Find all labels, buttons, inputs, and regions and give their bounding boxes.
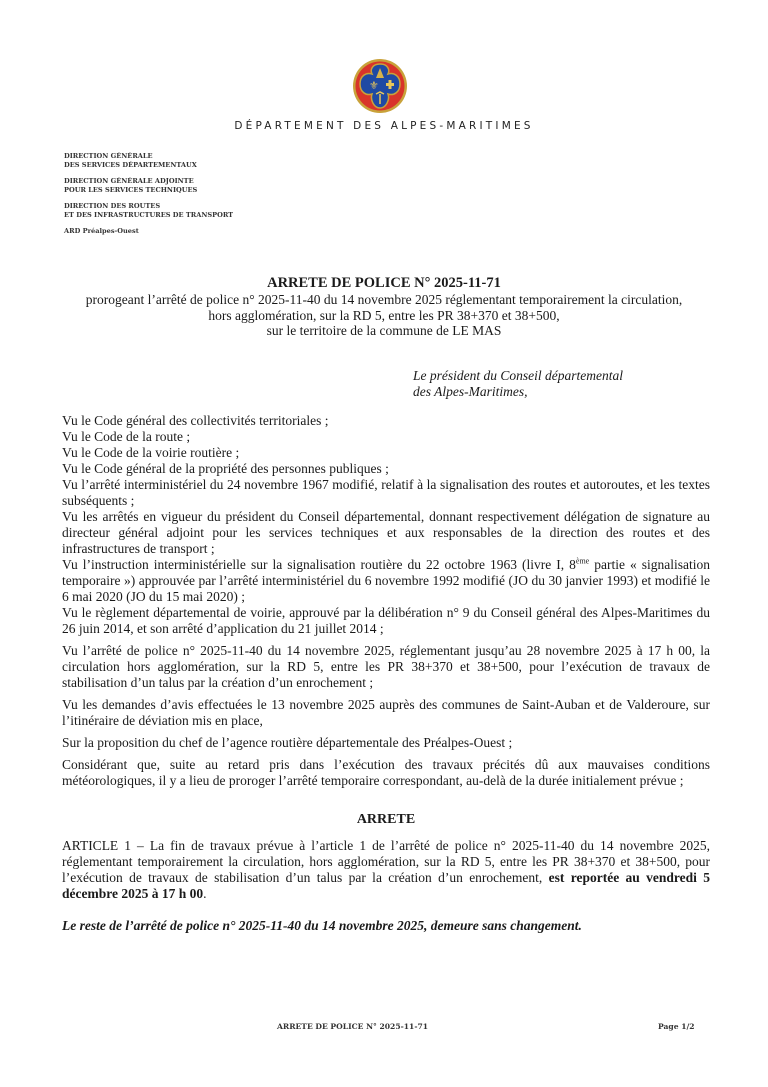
svg-text:⚜: ⚜	[369, 79, 379, 92]
direction-routes: DIRECTION DES ROUTES ET DES INFRASTRUCTURES DE TRANSPORT	[64, 202, 234, 219]
ard-service: ARD Préalpes-Ouest	[64, 227, 139, 235]
arrete-heading: ARRETE	[356, 812, 416, 827]
visa: Vu l’instruction interministérielle sur la signalisation routière du 22 octobre 1963 (livre I, 8ème partie « signalisation temporaire ») approuvée par l’arrêté interministériel du 6 novembre 1992 modifié (JO du 30 janvier 1993) et modifié le 6 mai 2020 (JO du 15 mai 2020) ;	[62, 556, 710, 604]
department-name: DÉPARTEMENT DES ALPES-MARITIMES	[234, 120, 534, 132]
visa: Vu le règlement départemental de voirie, approuvé par la délibération n° 9 du Conseil général des Alpes-Maritimes du 26 juin 2014, et son arrêté d’application du 21 juillet 2014 ;	[62, 605, 710, 636]
direction-general-adjointe: DIRECTION GÉNÉRALE ADJOINTE POUR LES SERVICES TECHNIQUES	[64, 177, 198, 194]
title-block	[40, 275, 728, 339]
subtitle-line: sur le territoire de la commune de LE MAS	[266, 323, 502, 338]
proposal: Sur la proposition du chef de l’agence routière départementale des Préalpes-Ouest ;	[62, 735, 513, 750]
visa: Vu le Code de la route ;	[62, 429, 191, 444]
page-number: Page 1/2	[658, 1022, 695, 1031]
document-title: ARRETE DE POLICE N° 2025-11-71	[267, 275, 501, 291]
president-signature-heading: Le président du Conseil départemental des Alpes-Maritimes,	[413, 368, 623, 399]
directions-block	[64, 152, 233, 243]
subtitle-line: hors agglomération, sur la RD 5, entre les PR 38+370 et 38+500,	[208, 307, 560, 323]
visa: Vu l’arrêté interministériel du 24 novembre 1967 modifié, relatif à la signalisation des routes et autoroutes, et les textes subséquents ;	[62, 477, 710, 508]
subtitle-line: prorogeant l’arrêté de police n° 2025-11-40 du 14 novembre 2025 réglementant temporairement la circulation,	[85, 292, 683, 307]
footer-reference: ARRETE DE POLICE N° 2025-11-71	[277, 1022, 429, 1031]
visa: Vu l’arrêté de police n° 2025-11-40 du 14 novembre 2025, réglementant jusqu’au 28 novembre 2025 à 17 h 00, la circulation hors agglomération, sur la RD 5, entre les PR 38+370 et 38+500, pour l’exécution de travaux de stabilisation d’un talus par la création d’un enrochement ;	[62, 643, 710, 690]
document-body	[62, 413, 710, 934]
visa: Vu le Code de la voirie routière ;	[62, 445, 240, 460]
visa: Vu les arrêtés en vigueur du président du Conseil départemental, donnant respectivement délégation de signature au directeur général adjoint pour les services techniques et aux responsables de la direction des routes et des infrastructures de transport ;	[62, 509, 710, 556]
visa: Vu le Code général de la propriété des personnes publiques ;	[62, 461, 389, 476]
visa: Vu le Code général des collectivités territoriales ;	[62, 413, 329, 428]
coat-of-arms-logo	[352, 56, 408, 116]
final-statement: Le reste de l’arrêté de police n° 2025-11-40 du 14 novembre 2025, demeure sans changement.	[62, 918, 582, 933]
direction-general: DIRECTION GÉNÉRALE DES SERVICES DÉPARTEMENTAUX	[64, 152, 197, 169]
considerant: Considérant que, suite au retard pris dans l’exécution des travaux précités dû aux mauvaises conditions météorologiques, il y a lieu de proroger l’arrêté temporaire correspondant, au-delà de la durée initialement prévue ;	[62, 757, 710, 788]
visa: Vu les demandes d’avis effectuées le 13 novembre 2025 auprès des communes de Saint-Auban et de Valderoure, sur l’itinéraire de déviation mis en place,	[62, 697, 710, 728]
article-1: ARTICLE 1 – La fin de travaux prévue à l’article 1 de l’arrêté de police n° 2025-11-40 du 14 novembre 2025, réglementant temporairement la circulation, hors agglomération, sur la RD 5, entre les PR 38+370 et 38+500, pour l’exécution de travaux de stabilisation d’un talus par la création d’un enrochement, est reportée au vendredi 5 décembre 2025 à 17 h 00.	[62, 838, 710, 901]
